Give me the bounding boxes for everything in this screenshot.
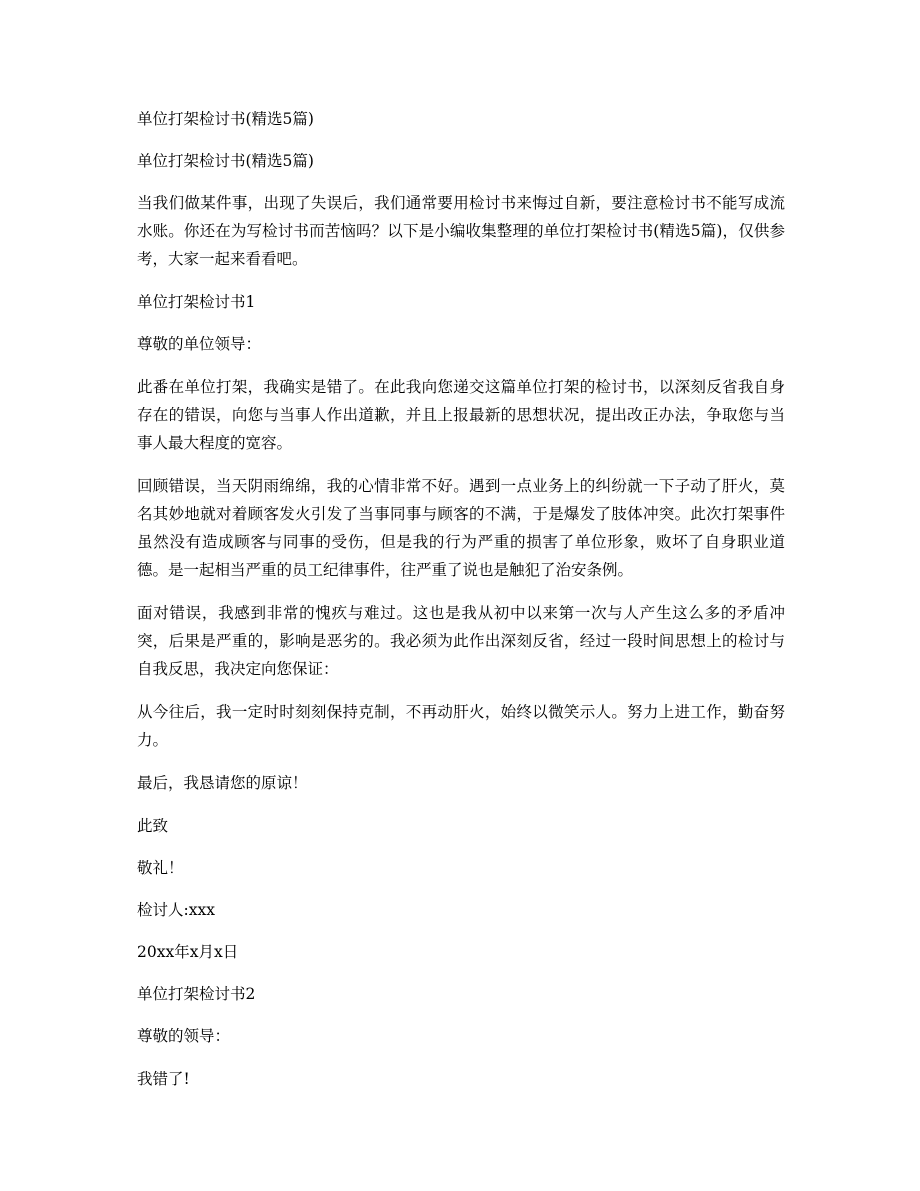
document-subheading: 单位打架检讨书(精选5篇) <box>137 152 314 170</box>
letter1-paragraph-5: 最后，我恳请您的原谅！ <box>137 774 308 792</box>
letter1-paragraph-2: 回顾错误，当天阴雨绵绵，我的心情非常不好。遇到一点业务上的纠纷就一下子动了肝火，莫名其妙地就对着顾客发火引发了当事同事与顾客的不满，于是爆发了肢体冲突。此次打架事件虽然没有造成顾客与同事的受伤，但是我的行为严重的损害了单位形象，败坏了自身职业道德。是一起相当严重的员工纪律事件，往严重了说也是触犯了治安条例。 <box>137 477 785 579</box>
letter2-title: 单位打架检讨书2 <box>137 985 256 1003</box>
letter1-title: 单位打架检讨书1 <box>137 293 256 311</box>
letter1-date: 20xx年x月x日 <box>137 943 239 961</box>
letter1-closing-2: 敬礼！ <box>137 859 184 877</box>
document-heading: 单位打架检讨书(精选5篇) <box>137 110 314 128</box>
letter1-paragraph-1: 此番在单位打架，我确实是错了。在此我向您递交这篇单位打架的检讨书，以深刻反省我自身存在的错误，向您与当事人作出道歉，并且上报最新的思想状况，提出改正办法，争取您与当事人最大程度的宽容。 <box>137 378 785 452</box>
letter1-closing-1: 此致 <box>137 817 169 835</box>
intro-paragraph: 当我们做某件事，出现了失误后，我们通常要用检讨书来悔过自新，要注意检讨书不能写成流水账。你还在为写检讨书而苦恼吗？以下是小编收集整理的单位打架检讨书(精选5篇)，仅供参考，大家一起来看看吧。 <box>137 194 785 268</box>
letter2-paragraph-1: 我错了! <box>137 1070 190 1088</box>
letter2-salutation: 尊敬的领导： <box>137 1027 231 1045</box>
letter1-salutation: 尊敬的单位领导： <box>137 335 262 353</box>
letter1-signer: 检讨人:xxx <box>137 901 215 919</box>
document-page <box>137 105 785 1108</box>
letter1-paragraph-4: 从今往后，我一定时时刻刻保持克制，不再动肝火，始终以微笑示人。努力上进工作，勤奋努力。 <box>137 703 785 749</box>
letter1-paragraph-3: 面对错误，我感到非常的愧疚与难过。这也是我从初中以来第一次与人产生这么多的矛盾冲突，后果是严重的，影响是恶劣的。我必须为此作出深刻反省，经过一段时间思想上的检讨与自我反思，我决定向您保证： <box>137 604 785 678</box>
